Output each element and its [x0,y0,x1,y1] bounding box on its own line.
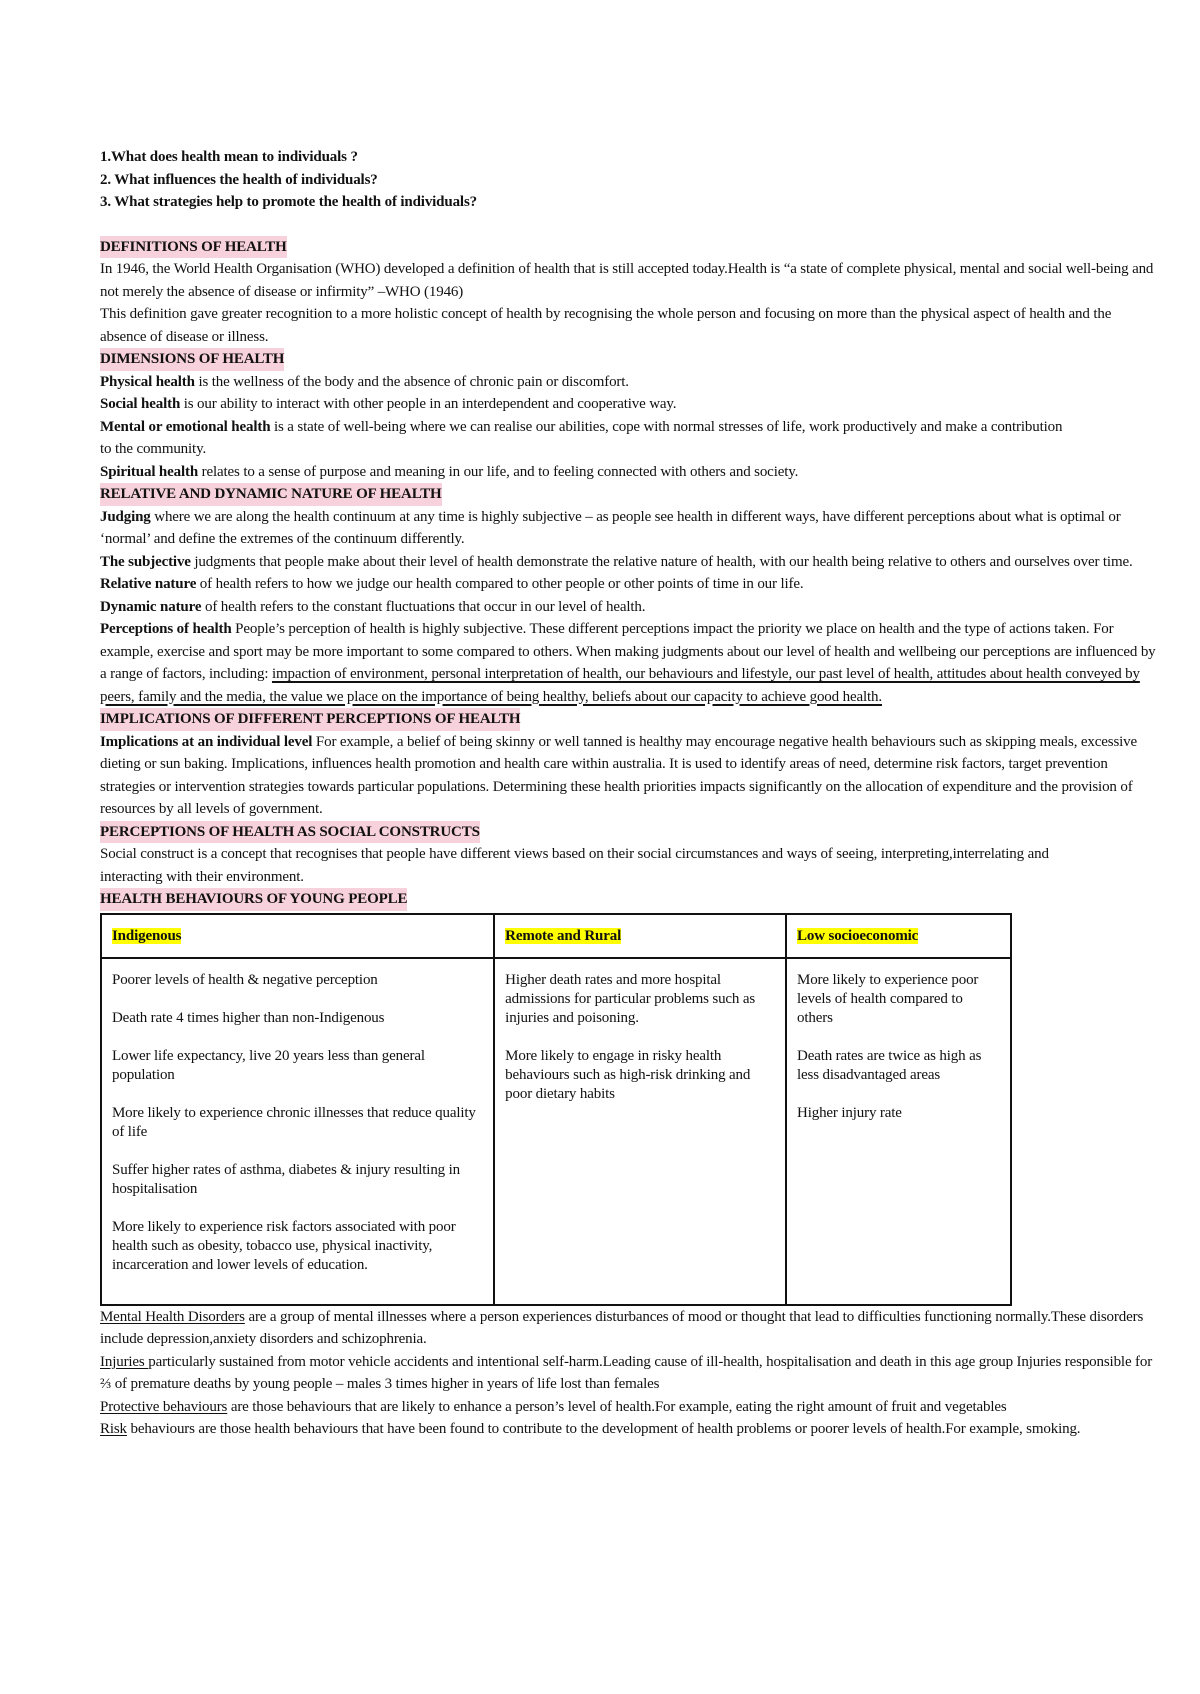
term: Judging [100,508,151,525]
term: Implications at an individual level [100,733,313,750]
list-item: Higher injury rate [797,1104,902,1121]
dynamic-nature: Dynamic nature of health refers to the constant fluctuations that occur in our level of health. [100,598,646,615]
term: Dynamic nature [100,598,202,615]
perceptions-of-health: Perceptions of health People’s perception of health is highly subjective. These different perceptions impact the priority we place on health and the type of actions taken. For example, exercise and sport may be more important to some compared to others. When making judgments about our level of health and wellbeing our perceptions are influenced by a range of factors, including: impaction of environment, personal interpretation of health, our behaviours and lifestyle, our past level of health, attitudes about health conveyed by peers, family and the media, the value we place on the importance of being healthy, beliefs about our capacity to achieve good health. [100,621,1156,705]
term: Perceptions of health [100,621,232,637]
table-header-row [101,914,1011,958]
risk-behaviours: Risk behaviours are those health behaviours that have been found to contribute to the development of health problems or poorer levels of health.For example, smoking. [100,1421,1081,1437]
table-cell-low-socioeconomic [786,958,1011,1305]
dimension-spiritual: Spiritual health relates to a sense of purpose and meaning in our life, and to feeling connected with others and society. [100,463,799,480]
perception-factors: impaction of environment, personal interpretation of health, our behaviours and lifestyle, our past level of health, attitudes about health conveyed by peers, family and the media, the value we place on the importance of being healthy, beliefs about our capacity to achieve good health. [100,666,1140,705]
health-behaviours-table [100,913,1012,1306]
relative-subjective: The subjective judgments that people make about their level of health demonstrate the relative nature of health, with our health being relative to others and ourselves over time. [100,553,1133,570]
term: Social health [100,396,181,412]
table-cell-remote-rural [494,958,786,1305]
heading-definitions: DEFINITIONS OF HEALTH [100,236,287,259]
heading-relative-dynamic: RELATIVE AND DYNAMIC NATURE OF HEALTH [100,483,442,506]
term: Relative nature [100,576,197,592]
dimension-physical: Physical health is the wellness of the body and the absence of chronic pain or discomfort. [100,373,629,390]
table-cell-indigenous [101,958,494,1305]
term: Physical health [100,373,195,390]
dimension-social: Social health is our ability to interact with other people in an interdependent and cooperative way. [100,396,677,412]
table-header: Indigenous [101,914,494,958]
relative-judging: Judging where we are along the health continuum at any time is highly subjective – as people see health in different ways, have different perceptions about what is optimal or ‘normal’ and define the extremes of the continuum differently. [100,508,1121,547]
term: Spiritual health [100,463,199,480]
question-1: 1.What does health mean to individuals ? [100,149,358,165]
protective-behaviours: Protective behaviours are those behaviours that are likely to enhance a person’s level of health.For example, eating the right amount of fruit and vegetables [100,1398,1007,1415]
list-item: Death rate 4 times higher than non-Indigenous [112,1009,385,1026]
term: Mental Health Disorders [100,1308,245,1325]
term: Injuries [100,1353,149,1370]
spacer [100,214,1160,236]
document-page [100,146,1160,1441]
injuries: Injuries particularly sustained from motor vehicle accidents and intentional self-harm.Leading cause of ill-health, hospitalisation and death in this age group Injuries responsible for ⅔ of premature deaths by young people – males 3 times higher in years of life lost than females [100,1353,1153,1392]
list-item: Lower life expectancy, live 20 years less than general population [112,1047,425,1083]
list-item: Poorer levels of health & negative perception [112,971,378,988]
heading-health-behaviours: HEALTH BEHAVIOURS OF YOUNG PEOPLE [100,888,407,911]
heading-social-constructs: PERCEPTIONS OF HEALTH AS SOCIAL CONSTRUCTS [100,821,480,844]
list-item: Suffer higher rates of asthma, diabetes & injury resulting in hospitalisation [112,1161,460,1197]
term: The subjective [100,553,191,570]
list-item: Death rates are twice as high as less disadvantaged areas [797,1047,982,1083]
question-3: 3. What strategies help to promote the health of individuals? [100,194,477,210]
list-item: Higher death rates and more hospital admissions for particular problems such as injuries and poisoning. [505,971,756,1026]
list-item: More likely to engage in risky health behaviours such as high-risk drinking and poor dietary habits [505,1047,751,1102]
list-item: More likely to experience chronic illnesses that reduce quality of life [112,1104,476,1140]
dimension-mental: Mental or emotional health is a state of well-being where we can realise our abilities, cope with normal stresses of life, work productively and make a contribution to the community. [100,418,1063,457]
mental-health-disorders: Mental Health Disorders are a group of mental illnesses where a person experiences disturbances of mood or thought that lead to difficulties functioning normally.These disorders include depression,anxiety disorders and schizophrenia. [100,1308,1144,1347]
social-constructs-paragraph: Social construct is a concept that recognises that people have different views based on their social circumstances and ways of seeing, interpreting,interrelating and interacting with their environment. [100,846,1049,885]
table-header: Remote and Rural [494,914,786,958]
term: Protective behaviours [100,1398,228,1415]
definitions-paragraph-2: This definition gave greater recognition to a more holistic concept of health by recognising the whole person and focusing on more than the physical aspect of health and the absence of disease or illness. [100,306,1112,345]
list-item: More likely to experience poor levels of health compared to others [797,971,979,1026]
term: Risk [100,1421,127,1437]
list-item: More likely to experience risk factors associated with poor health such as obesity, tobacco use, physical inactivity, incarceration and lower levels of education. [112,1218,456,1273]
heading-dimensions: DIMENSIONS OF HEALTH [100,348,284,371]
relative-nature: Relative nature of health refers to how we judge our health compared to other people or other points of time in our life. [100,576,804,592]
table-row [101,958,1011,1305]
table-header: Low socioeconomic [786,914,1011,958]
heading-implications: IMPLICATIONS OF DIFFERENT PERCEPTIONS OF HEALTH [100,708,520,731]
definitions-paragraph-1: In 1946, the World Health Organisation (WHO) developed a definition of health that is still accepted today.Health is “a state of complete physical, mental and social well-being and not merely the absence of disease or infirmity” –WHO (1946) [100,261,1154,300]
term: Mental or emotional health [100,418,271,435]
question-2: 2. What influences the health of individuals? [100,171,378,188]
implications-paragraph: Implications at an individual level For example, a belief of being skinny or well tanned is healthy may encourage negative health behaviours such as skipping meals, excessive dieting or sun baking. Implications, influences health promotion and health care within australia. It is used to identify areas of need, determine risk factors, target prevention strategies or intervention strategies towards particular populations. Determining these health priorities impacts significantly on the allocation of expenditure and the provision of resources by all levels of government. [100,733,1138,817]
